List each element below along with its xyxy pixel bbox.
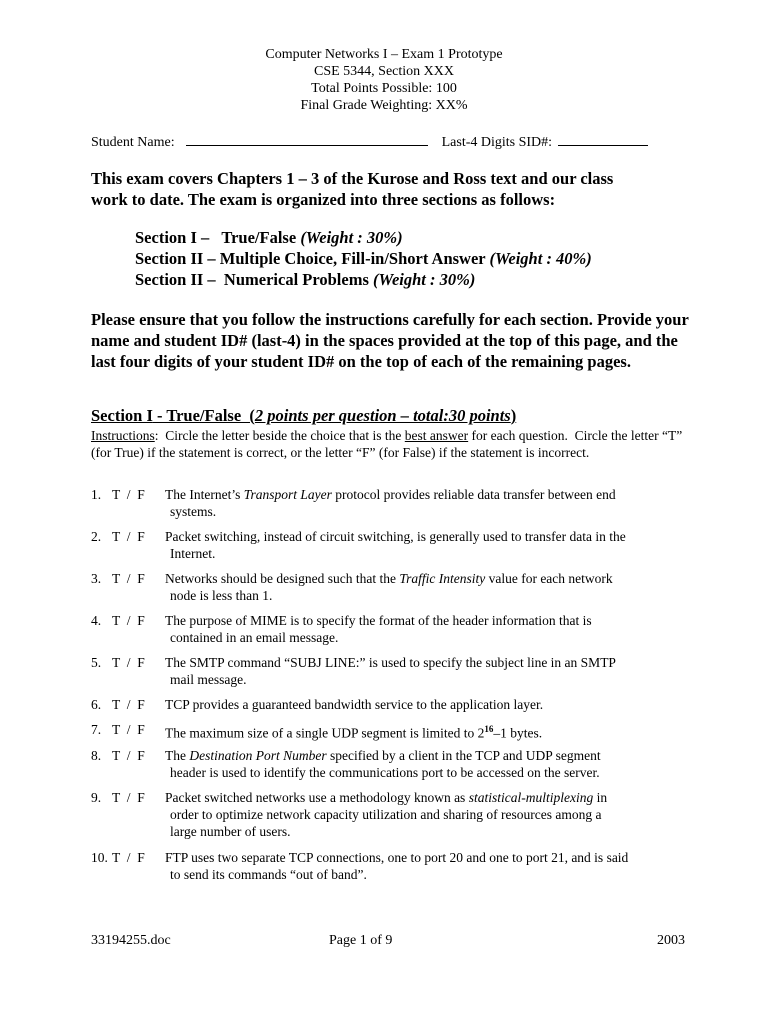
true-false-choice[interactable]: T / F bbox=[112, 850, 145, 865]
sections-list bbox=[135, 227, 592, 290]
footer-year: 2003 bbox=[657, 933, 685, 948]
section-list-label: Section II – Multiple Choice, Fill-in/Short Answer bbox=[135, 249, 490, 268]
exam-header bbox=[0, 46, 768, 114]
section-1-points: 2 points per question – total:30 points bbox=[254, 406, 511, 425]
question-text: The Internet’s Transport Layer protocol provides reliable data transfer between end systems. bbox=[165, 487, 616, 519]
question-number: 4. bbox=[91, 613, 102, 628]
true-false-choice[interactable]: T / F bbox=[112, 655, 145, 670]
instructions-part-2: for each question. Circle the letter “T” (for True) if the statement is correct, or the letter “F” (for False) if the statement is incorrect. bbox=[91, 428, 686, 460]
section-list-weight: (Weight : 30%) bbox=[373, 270, 476, 289]
section-1-title-rest: - True/False ( bbox=[152, 406, 255, 425]
section-list-item bbox=[135, 227, 592, 248]
instructions-best-answer: best answer bbox=[404, 428, 469, 443]
section-list-item bbox=[135, 269, 592, 290]
header-points: Total Points Possible: 100 bbox=[311, 81, 457, 96]
question-text: The purpose of MIME is to specify the format of the header information that is contained in an email message. bbox=[165, 613, 592, 645]
question-number: 8. bbox=[91, 748, 102, 763]
instructions-label: Instructions bbox=[91, 428, 155, 443]
header-course: CSE 5344, Section XXX bbox=[314, 64, 454, 79]
sid-blank[interactable] bbox=[558, 133, 648, 146]
header-title: Computer Networks I – Exam 1 Prototype bbox=[265, 47, 503, 62]
true-false-choice[interactable]: T / F bbox=[112, 571, 145, 586]
true-false-choice[interactable]: T / F bbox=[112, 790, 145, 805]
question-text: The Destination Port Number specified by a client in the TCP and UDP segment header is used to identify the communications port to be accessed on the server. bbox=[165, 748, 601, 780]
section-1-heading bbox=[91, 406, 516, 426]
footer-page-number: Page 1 of 9 bbox=[329, 933, 393, 948]
true-false-choice[interactable]: T / F bbox=[112, 613, 145, 628]
question-number: 2. bbox=[91, 529, 102, 544]
section-1-title: Section I bbox=[91, 406, 153, 425]
footer-filename: 33194255.doc bbox=[91, 933, 171, 948]
question-text: The SMTP command “SUBJ LINE:” is used to specify the subject line in an SMTP mail message. bbox=[165, 655, 616, 687]
question-number: 10. bbox=[91, 850, 108, 865]
question-number: 1. bbox=[91, 487, 102, 502]
general-instructions: Please ensure that you follow the instructions carefully for each section. Provide your name and student ID# (last-4) in the spaces provided at the top of this page, and the last four digits of your student ID# on the top of each of the remaining pages. bbox=[91, 310, 689, 371]
student-name-label: Student Name: bbox=[91, 135, 175, 150]
student-name-blank[interactable] bbox=[186, 133, 428, 146]
question-text: FTP uses two separate TCP connections, one to port 20 and one to port 21, and is said to send its commands “out of band”. bbox=[165, 850, 629, 882]
question-number: 6. bbox=[91, 697, 102, 712]
question-number: 5. bbox=[91, 655, 102, 670]
header-weighting: Final Grade Weighting: XX% bbox=[300, 98, 468, 113]
intro-line-1: This exam covers Chapters 1 – 3 of the Kurose and Ross text and our class bbox=[91, 169, 614, 188]
section-list-label: Section II – Numerical Problems bbox=[135, 270, 374, 289]
section-list-item bbox=[135, 248, 592, 269]
question-number: 3. bbox=[91, 571, 102, 586]
question-text: Packet switched networks use a methodology known as statistical-multiplexing in order to optimize network capacity utilization and sharing of resources among a large number of users. bbox=[165, 790, 608, 839]
sid-label: Last-4 Digits SID#: bbox=[441, 135, 553, 150]
intro-line-2: work to date. The exam is organized into three sections as follows: bbox=[91, 190, 556, 209]
question-number: 9. bbox=[91, 790, 102, 805]
true-false-choice[interactable]: T / F bbox=[112, 722, 145, 737]
true-false-choice[interactable]: T / F bbox=[112, 529, 145, 544]
question-number: 7. bbox=[91, 722, 102, 737]
true-false-choice[interactable]: T / F bbox=[112, 487, 145, 502]
section-1-close: ) bbox=[510, 406, 517, 425]
true-false-choice[interactable]: T / F bbox=[112, 697, 145, 712]
section-list-weight: (Weight : 30%) bbox=[300, 228, 403, 247]
question-text: Networks should be designed such that the Traffic Intensity value for each network node is less than 1. bbox=[165, 571, 613, 603]
section-list-weight: (Weight : 40%) bbox=[489, 249, 592, 268]
student-info-line bbox=[91, 133, 648, 151]
true-false-choice[interactable]: T / F bbox=[112, 748, 145, 763]
question-text: The maximum size of a single UDP segment is limited to $2^{16}-1$ bytes. bbox=[165, 724, 543, 741]
question-text: Packet switching, instead of circuit switching, is generally used to transfer data in the Internet. bbox=[165, 529, 626, 561]
exam-intro bbox=[91, 168, 691, 210]
question-text: TCP provides a guaranteed bandwidth service to the application layer. bbox=[165, 697, 544, 712]
section-1-instructions bbox=[91, 427, 691, 461]
instructions-part-1: : Circle the letter beside the choice that is the bbox=[154, 428, 405, 443]
section-list-label: Section I – True/False bbox=[135, 228, 301, 247]
